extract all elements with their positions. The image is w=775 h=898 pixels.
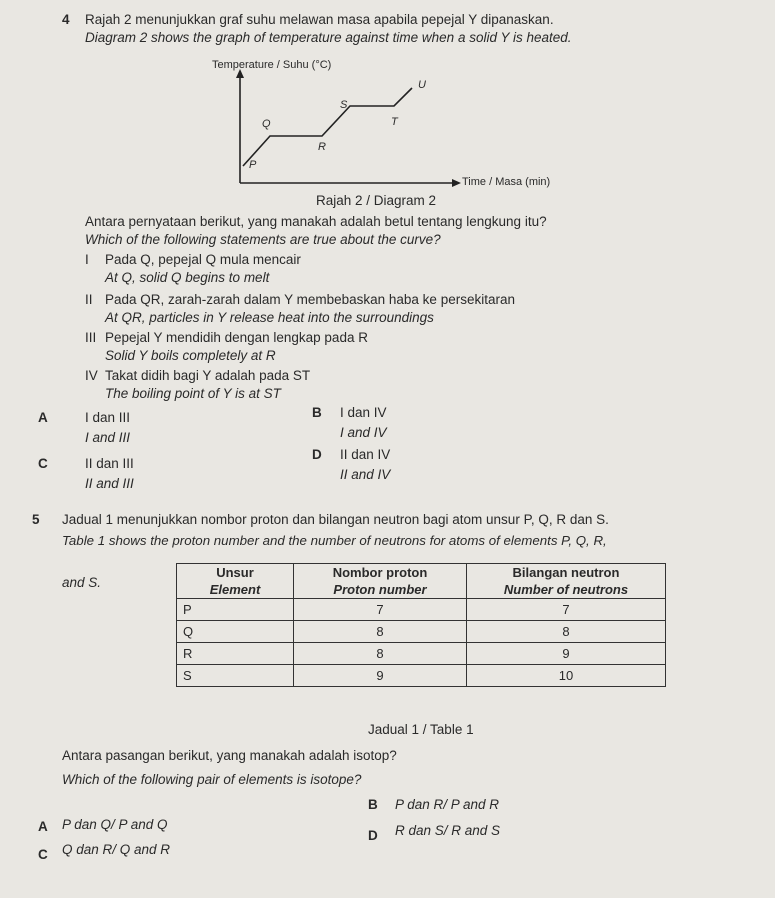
q4-statement-num: III xyxy=(85,330,97,345)
q4-prompt-english: Which of the following statements are true about the curve? xyxy=(85,232,441,247)
table-caption: Jadual 1 / Table 1 xyxy=(368,722,474,737)
q5-option-text[interactable]: P dan R/ P and R xyxy=(395,797,500,812)
graph-caption: Rajah 2 / Diagram 2 xyxy=(316,193,437,208)
header-english: Number of neutrons xyxy=(503,582,629,597)
graph-point-r: R xyxy=(318,141,326,153)
header-element xyxy=(177,564,294,599)
q4-option-english[interactable]: II and IV xyxy=(340,467,391,482)
graph-point-t: T xyxy=(391,116,398,128)
q4-stem-malay: Rajah 2 menunjukkan graf suhu melawan masa apabila pepejal Y dipanaskan. xyxy=(85,12,554,27)
q4-option-letter[interactable]: D xyxy=(312,447,322,462)
q5-prompt-english: Which of the following pair of elements is isotope? xyxy=(62,772,362,787)
element-table xyxy=(176,563,666,687)
x-axis-arrow xyxy=(452,179,461,187)
q4-option-letter[interactable]: B xyxy=(312,405,322,420)
q4-option-malay[interactable]: II dan IV xyxy=(340,447,391,462)
q5-number: 5 xyxy=(32,512,40,527)
q5-option-letter[interactable]: B xyxy=(368,797,378,812)
header-english: Proton number xyxy=(333,582,427,597)
table-cell: 8 xyxy=(294,643,467,665)
q4-statement-num: II xyxy=(85,292,93,307)
graph-point-q: Q xyxy=(262,118,271,130)
q5-option-letter[interactable]: A xyxy=(38,819,48,834)
q5-stem-malay: Jadual 1 menunjukkan nombor proton dan bilangan neutron bagi atom unsur P, Q, R dan S. xyxy=(62,512,609,527)
table-cell: R xyxy=(177,643,294,665)
header-malay: Nombor proton xyxy=(332,565,428,580)
table-row xyxy=(177,665,666,687)
table-cell: 9 xyxy=(467,643,666,665)
q4-option-english[interactable]: I and III xyxy=(85,430,131,445)
graph-point-u: U xyxy=(418,79,426,91)
table-cell: 8 xyxy=(467,621,666,643)
q4-statement-num: I xyxy=(85,252,89,267)
q4-statement-english: The boiling point of Y is at ST xyxy=(105,386,281,401)
table-row xyxy=(177,621,666,643)
q5-option-letter[interactable]: C xyxy=(38,847,48,862)
q4-stem-english: Diagram 2 shows the graph of temperature against time when a solid Y is heated. xyxy=(85,30,572,45)
table-cell: 7 xyxy=(294,599,467,621)
q5-option-text[interactable]: Q dan R/ Q and R xyxy=(62,842,171,857)
header-neutrons xyxy=(467,564,666,599)
header-proton xyxy=(294,564,467,599)
q4-statement-english: Solid Y boils completely at R xyxy=(105,348,276,363)
q4-statement-malay: Pepejal Y mendidih dengan lengkap pada R xyxy=(105,330,368,345)
q5-option-letter[interactable]: D xyxy=(368,828,378,843)
q4-option-english[interactable]: II and III xyxy=(85,476,134,491)
header-malay: Unsur xyxy=(216,565,254,580)
table-cell: 7 xyxy=(467,599,666,621)
table-cell: 8 xyxy=(294,621,467,643)
q4-statement-malay: Pada Q, pepejal Q mula mencair xyxy=(105,252,301,267)
q4-statement-malay: Takat didih bagi Y adalah pada ST xyxy=(105,368,311,383)
table-header-row xyxy=(177,564,666,599)
q5-option-text[interactable]: P dan Q/ P and Q xyxy=(62,817,168,832)
q4-option-malay[interactable]: I dan III xyxy=(85,410,131,425)
q5-stem-english-2: and S. xyxy=(62,575,102,590)
header-malay: Bilangan neutron xyxy=(512,565,620,580)
q4-option-malay[interactable]: II dan III xyxy=(85,456,134,471)
q4-statement-english: At QR, particles in Y release heat into the surroundings xyxy=(105,310,434,325)
q4-option-letter[interactable]: A xyxy=(38,410,48,425)
graph-point-s: S xyxy=(340,99,348,111)
graph-y-label: Temperature / Suhu (°C) xyxy=(212,59,332,71)
q4-statement-malay: Pada QR, zarah-zarah dalam Y membebaskan haba ke persekitaran xyxy=(105,292,515,307)
table-cell: 10 xyxy=(467,665,666,687)
q4-statement-english: At Q, solid Q begins to melt xyxy=(105,270,270,285)
q4-option-letter[interactable]: C xyxy=(38,456,48,471)
q4-option-malay[interactable]: I dan IV xyxy=(340,405,387,420)
header-english: Element xyxy=(209,582,261,597)
table-row xyxy=(177,643,666,665)
q5-stem-english-1: Table 1 shows the proton number and the number of neutrons for atoms of elements P, Q, R, xyxy=(62,533,607,548)
table-cell: S xyxy=(177,665,294,687)
table-cell: Q xyxy=(177,621,294,643)
graph-point-p: P xyxy=(249,159,257,171)
q5-option-text[interactable]: R dan S/ R and S xyxy=(395,823,501,838)
table-cell: 9 xyxy=(294,665,467,687)
q4-option-english[interactable]: I and IV xyxy=(340,425,387,440)
q4-number: 4 xyxy=(62,12,70,27)
q4-statement-num: IV xyxy=(85,368,98,383)
q5-prompt-malay: Antara pasangan berikut, yang manakah adalah isotop? xyxy=(62,748,397,763)
graph-x-label: Time / Masa (min) xyxy=(462,176,551,188)
table-row xyxy=(177,599,666,621)
table-cell: P xyxy=(177,599,294,621)
q4-prompt-malay: Antara pernyataan berikut, yang manakah adalah betul tentang lengkung itu? xyxy=(85,214,547,229)
